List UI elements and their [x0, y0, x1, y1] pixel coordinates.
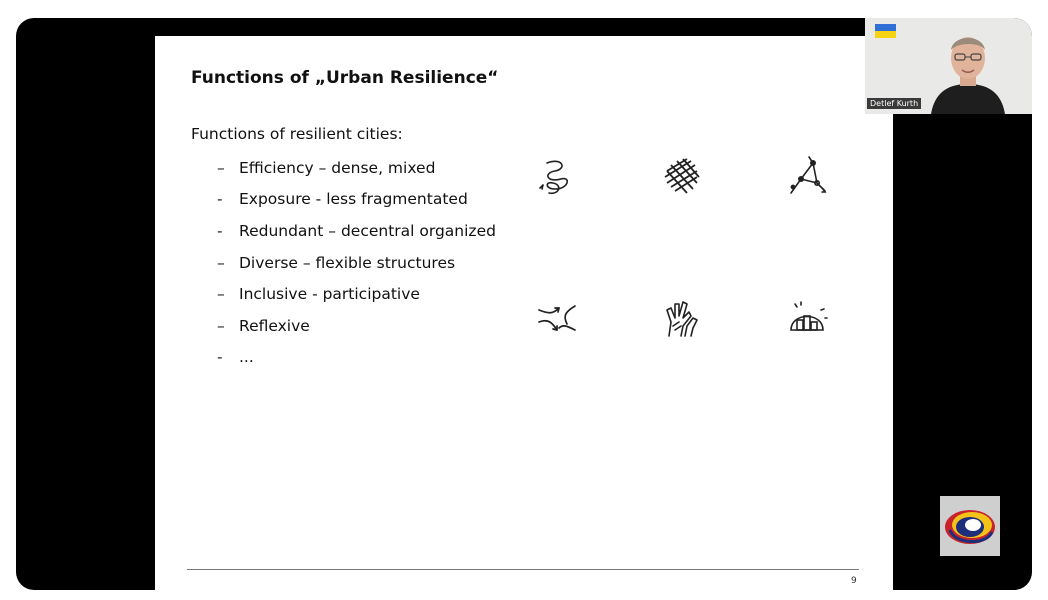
slide-intro: Functions of resilient cities:	[191, 125, 403, 143]
page-number: 9	[851, 576, 857, 586]
bullet-item: - ...	[217, 348, 254, 367]
bullet-list	[217, 152, 496, 373]
slide-title: Functions of „Urban Resilience“	[191, 68, 499, 88]
bullet-item: – Reflexive	[217, 316, 310, 335]
woven-grid-icon	[657, 153, 705, 201]
conference-logo-icon	[940, 496, 1000, 556]
converging-arrows-icon	[533, 294, 581, 342]
participant-name-tag: Detlef Kurth	[867, 98, 921, 109]
bullet-item: – Efficiency – dense, mixed	[217, 158, 436, 177]
slide	[155, 36, 893, 590]
bullet-item: – Inclusive - participative	[217, 285, 420, 304]
hands-raised-icon	[657, 294, 705, 342]
presenter-avatar	[923, 28, 1013, 114]
bullet-item: - Exposure - less fragmentated	[217, 190, 468, 209]
ukraine-flag-icon	[875, 24, 896, 38]
network-nodes-icon	[783, 153, 831, 201]
footer-rule	[187, 569, 859, 570]
presenter-video-tile[interactable]	[865, 18, 1032, 114]
spiral-loop-icon	[533, 153, 581, 201]
bullet-item: – Diverse – flexible structures	[217, 253, 456, 272]
bullet-item: - Redundant – decentral organized	[217, 221, 496, 240]
presentation-frame	[16, 18, 1032, 590]
dome-city-icon	[783, 294, 831, 342]
